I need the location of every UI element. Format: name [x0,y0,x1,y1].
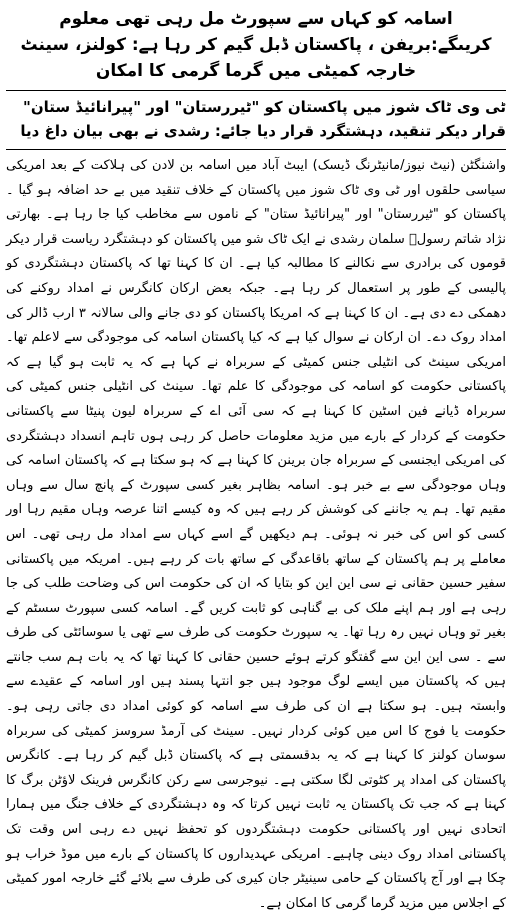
article-headline: اسامہ کو کہاں سے سپورٹ مل رہی تھی معلوم کریںگے:بریفن ، پاکستان ڈبل گیم کر رہا ہے: کولنز، سینٹ خارجہ کمیٹی میں گرما گرمی کا امکان [20,9,492,81]
article-body: واشنگٹن (نیٹ نیوز/مانیٹرنگ ڈیسک) ایبٹ آباد میں اسامہ بن لادن کی ہلاکت کے بعد امریکی سیاسی حلقوں اور ٹی وی ٹاک شوز میں پاکستان کے خلاف تنقید میں بے حد اضافہ ہو گیا ۔ پاکستان کو "ٹیررستان" اور "پیرانائیڈ ستان" کے ناموں سے مخاطب کیا جا رہا ہے۔ بھارتی نژاد شاتم رسولؐ سلمان رشدی نے ایک ٹاک شو میں پاکستان کو دہشتگرد ریاست قرار دیکر قوموں کی برادری سے نکالنے کا مطالبہ کیا ہے۔ ان کا کہنا تھا کہ پاکستان دہشتگردی کو پالیسی کے طور پر استعمال کر رہا ہے۔ جبکہ بعض ارکان کانگرس نے امداد روکنے کی دھمکی دے دی ہے۔ ان کا کہنا ہے کہ امریکا پاکستان کو دی جانے والی سالانہ ۳ ارب ڈالر کی امداد روک دے۔ ان ارکان نے سوال کیا ہے کہ کیا پاکستان اسامہ کی موجودگی سے لاعلم تھا۔ امریکی سینٹ کی انٹیلی جنس کمیٹی کے سربراہ نے کہا ہے کہ یہ ثابت ہو گیا ہے کہ پاکستانی حکومت کو اسامہ کی موجودگی کا علم تھا۔ سینٹ کی انٹیلی جنس کمیٹی کی سربراہ ڈیانے فین اسٹین کا کہنا ہے کہ سی آئی اے کے سربراہ لیون پنیٹا سے پاکستانی حکومت کے کردار کے بارے میں مزید معلومات حاصل کر رہی ہوں تاہم انسداد دہشتگردی کی امریکی ایجنسی کے سربراہ جان برینن کا کہنا ہے کہ ہو سکتا ہے کہ پاکستان اسامہ کی وہاں موجودگی سے بے خبر ہو۔ اسامہ بظاہر بغیر کسی سپورٹ کے پانچ سال سے وہاں مقیم تھا۔ ہم یہ جاننے کی کوشش کر رہے ہیں کہ وہ کیسے اتنا عرصہ وہاں مقیم رہا اور کسی کو اس کی خبر نہ ہوئی۔ ہم دیکھیں گے اسے کہاں سے امداد مل رہی تھی۔ اس معاملے پر ہم پاکستان کے ساتھ باقاعدگی کے ساتھ بات کر رہے ہیں۔ امریکہ میں پاکستانی سفیر حسین حقانی نے سی این این کو بتایا کہ ان کی حکومت اس کی وضاحت طلب کی جا رہی ہے اور ہم اپنے ملک کی بے گناہی کو ثابت کریں گے۔ اسامہ کسی سپورٹ سسٹم کے بغیر تو وہاں نہیں رہ رہا تھا۔ یہ سپورٹ حکومت کی طرف سے تھی یا سوسائٹی کی طرف سے ۔ سی این این سے گفتگو کرتے ہوئے حسین حقانی کا کہنا تھا کہ یہ بات ہم سب جانتے ہیں کہ پاکستان میں ایسے لوگ موجود ہیں جو انتہا پسند ہیں اور اسامہ کے عقیدے سے وابستہ ہیں۔ ہو سکتا ہے ان کی طرف سے اسامہ کو کوئی امداد دی جاتی رہی ہو۔ حکومت یا فوج کا اس میں کوئی کردار نہیں۔ سینٹ کی آرمڈ سروسز کمیٹی کی سربراہ سوسان کولنز کا کہنا ہے کہ یہ بدقسمتی ہے کہ پاکستان ڈبل گیم کر رہا ہے۔ کانگرس پاکستان کی امداد پر کٹوتی لگا سکتی ہے۔ نیوجرسی سے رکن کانگرس فرینک لاؤٹن برگ کا کہنا ہے کہ جب تک پاکستان یہ ثابت نہیں کرتا کہ وہ دہشتگردی کے خلاف جنگ میں ہمارا اتحادی نہیں اور پاکستانی حکومت دہشتگردوں کو تحفظ نہیں دے رہی اس وقت تک پاکستانی امداد روک دینی چاہیے۔ امریکی عہدیداروں کا پاکستان کے بارے میں موڈ خراب ہو چکا ہے اور آج پاکستان کے حامی سینیٹر جان کیری کی طرف سے بلائے گئے خارجہ امور کمیٹی کے اجلاس میں مزید گرما گرمی کا امکان ہے۔ [6,158,506,911]
subhead-divider [6,149,506,150]
headline-divider [6,90,506,91]
article-subhead: ٹی وی ٹاک شوز میں پاکستان کو "ٹیررستان" اور "پیرانائیڈ ستان" قرار دیکر تنقید، دہشتگرد قرار دیا جائے: رشدی نے بھی بیان داغ دیا [20,98,506,140]
